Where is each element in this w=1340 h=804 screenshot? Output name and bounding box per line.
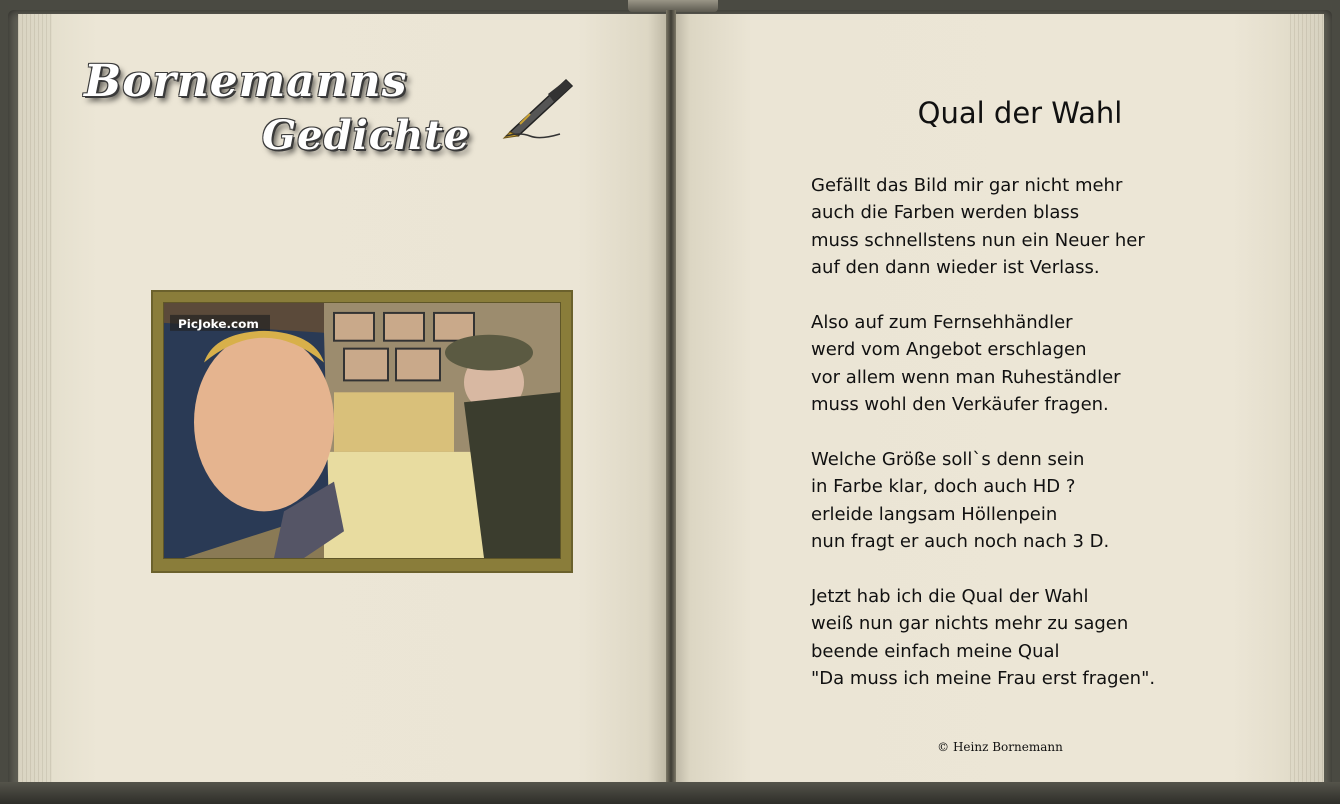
stanza	[811, 172, 1271, 282]
right-page-edges	[1290, 14, 1324, 782]
poem-title: Qual der Wahl	[917, 96, 1123, 130]
copyright-notice: © Heinz Bornemann	[937, 740, 1063, 754]
poem-line: Jetzt hab ich die Qual der Wahl	[811, 586, 1089, 608]
poem-line: nun fragt er auch noch nach 3 D.	[811, 531, 1110, 553]
poem-line: in Farbe klar, doch auch HD ?	[811, 476, 1076, 498]
logo-title-line1: Bornemanns	[84, 56, 408, 107]
photo-watermark: PicJoke.com	[178, 316, 259, 331]
poem-line: "Da muss ich meine Frau erst fragen".	[811, 668, 1156, 690]
poem-line: muss schnellstens nun ein Neuer her	[811, 229, 1145, 251]
stanza	[811, 583, 1271, 693]
poem-line: Welche Größe soll`s denn sein	[811, 449, 1085, 471]
fountain-pen-icon	[500, 74, 576, 140]
left-page-edges	[18, 14, 52, 782]
poem-line: weiß nun gar nichts mehr zu sagen	[811, 613, 1129, 635]
book-spine	[666, 10, 676, 796]
poem-line: vor allem wenn man Ruheständler	[811, 366, 1121, 388]
photo-frame	[153, 292, 571, 571]
poem-text	[811, 172, 1271, 720]
logo-title-line2: Gedichte	[262, 112, 471, 159]
stanza	[811, 446, 1271, 556]
book-bottom-edge	[0, 782, 1340, 804]
poem-line: beende einfach meine Qual	[811, 640, 1060, 662]
photo	[163, 302, 561, 559]
poem-line: Gefällt das Bild mir gar nicht mehr	[811, 175, 1123, 196]
poem-line: muss wohl den Verkäufer fragen.	[811, 394, 1109, 416]
poem-line: auch die Farben werden blass	[811, 202, 1080, 224]
poem-line: erleide langsam Höllenpein	[811, 503, 1058, 525]
poem-line: werd vom Angebot erschlagen	[811, 339, 1087, 361]
tv-store-photo	[164, 303, 560, 558]
poem-line: Also auf zum Fernsehhändler	[811, 312, 1073, 334]
poem-line: auf den dann wieder ist Verlass.	[811, 257, 1100, 279]
stanza	[811, 309, 1271, 419]
